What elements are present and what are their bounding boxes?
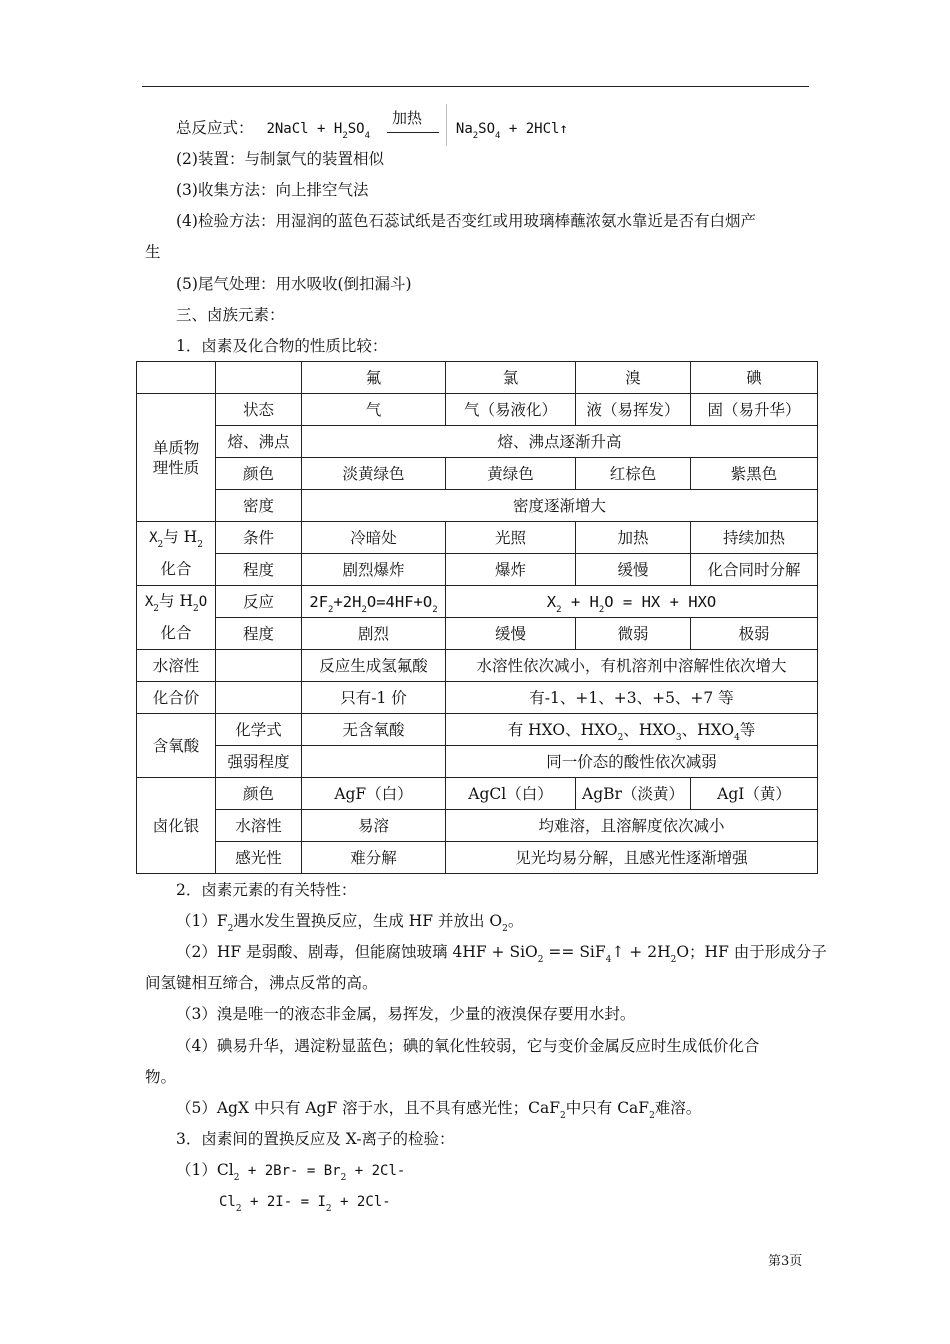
table-row: $X_2$与 $H_2$ 化合 条件 冷暗处 光照 加热 持续加热 xyxy=(137,522,818,554)
subsection-heading: 1．卤素及化合物的性质比较： xyxy=(176,337,388,355)
table-row: 熔、沸点 熔、沸点逐渐升高 xyxy=(137,426,818,458)
special-item-3: （3）溴是唯一的液态非金属，易挥发，少量的液溴保存要用水封。 xyxy=(176,1005,636,1023)
halogen-properties-table xyxy=(136,361,818,874)
special-item-4: （4）碘易升华，遇淀粉显蓝色；碘的氧化性较弱，它与变价金属反应时生成低价化合 xyxy=(176,1037,760,1055)
tail-gas-paragraph: (5)尾气处理：用水吸收(倒扣漏斗) xyxy=(176,275,412,293)
table-row: 感光性 难分解 见光均易分解，且感光性逐渐增强 xyxy=(137,842,818,874)
section-heading: 三、卤族元素： xyxy=(176,306,285,324)
special-item-4-continued: 物。 xyxy=(145,1068,177,1086)
col-chlorine: 氯 xyxy=(446,362,576,394)
col-fluorine: 氟 xyxy=(302,362,446,394)
oxyacid-list: 有 HXO、$HXO_2$、$HXO_3$、$HXO_4$等 xyxy=(446,714,818,746)
table-row: 卤化银 颜色 AgF（白） AgCl（白） AgBr（淡黄） AgI（黄） xyxy=(137,778,818,810)
test-paragraph: (4)检验方法：用湿润的蓝色石蕊试纸是否变红或用玻璃棒蘸浓氨水靠近是否有白烟产 xyxy=(176,212,756,230)
special-item-1: $(1)F_2$遇水发生置换反应，生成 HF 并放出 $O_2$。 xyxy=(176,912,524,934)
table-row: 含氧酸 化学式 无含氧酸 有 HXO、$HXO_2$、$HXO_3$、$HXO_4$等 xyxy=(137,714,818,746)
table-row: 强弱程度 同一价态的酸性依次减弱 xyxy=(137,746,818,778)
table-row: 水溶性 易溶 均难溶，且溶解度依次减小 xyxy=(137,810,818,842)
page-number: 第3页 xyxy=(768,1254,803,1269)
table-row: 水溶性 反应生成氢氟酸 水溶性依次减小，有机溶剂中溶解性依次增大 xyxy=(137,650,818,682)
equation-1: $(1)Cl_2 + 2Br- = Br_2 + 2Cl-$ xyxy=(176,1161,406,1183)
condition-label: 加热 xyxy=(391,109,422,127)
collect-paragraph: (3)收集方法：向上排空气法 xyxy=(176,181,369,199)
table-row: $X_2$与 $H_2O$ 化合 反应 $2F_2+2H_2O=4HF+O_2$ $X_2 + H_2O$ = HX + HXO xyxy=(137,586,818,618)
header-rule xyxy=(142,86,809,87)
replace-heading: 3．卤素间的置换反应及 X-离子的检验： xyxy=(176,1130,455,1148)
col-bromine: 溴 xyxy=(576,362,691,394)
table-row: 化合价 只有-1 价 有-1、+1、+3、+5、+7 等 xyxy=(137,682,818,714)
special-item-2-continued: 间氢键相互缔合，沸点反常的高。 xyxy=(145,974,378,992)
device-paragraph: (2)装置：与制氯气的装置相似 xyxy=(176,150,384,168)
test-paragraph-continued: 生 xyxy=(145,243,161,261)
special-heading: 2．卤素元素的有关特性： xyxy=(176,881,357,899)
table-row: 单质物 理性质 状态 气 气（易液化） 液（易挥发） 固（易升华） xyxy=(137,394,818,426)
equation-2: $Cl_2 + 2I- = I_2 + 2Cl-$ xyxy=(219,1194,391,1214)
table-row: 颜色 淡黄绿色 黄绿色 红棕色 紫黑色 xyxy=(137,458,818,490)
group-physical: 单质物 理性质 xyxy=(137,394,216,522)
heating-condition-arrow xyxy=(379,109,447,138)
fluorine-water-equation: $2F_2+2H_2O=4HF+O_2$ xyxy=(302,586,446,618)
special-item-5: （5）AgX 中只有 AgF 溶于水，且不具有感光性；CaF$_2$中只有 CaF$_2$难溶。 xyxy=(176,1099,702,1121)
total-reaction: 总反应式： 2NaCl + $H_2SO_4$ 加热 $Na_2SO_4$ + 2HCl↑ xyxy=(176,118,568,139)
table-row: 密度 密度逐渐增大 xyxy=(137,490,818,522)
group-water-combination: $X_2$与 $H_2O$ 化合 xyxy=(137,586,216,650)
halogen-water-equation: $X_2 + H_2O$ = HX + HXO xyxy=(446,586,818,618)
table-row: 程度 剧烈爆炸 爆炸 缓慢 化合同时分解 xyxy=(137,554,818,586)
group-h2-combination: $X_2$与 $H_2$ 化合 xyxy=(137,522,216,586)
col-iodine: 碘 xyxy=(691,362,818,394)
table-header-row xyxy=(137,362,818,394)
table-row: 程度 剧烈 缓慢 微弱 极弱 xyxy=(137,618,818,650)
special-item-2: （2）HF 是弱酸、剧毒，但能腐蚀玻璃 4HF + SiO$_2$ == SiF$_4$↑ + $2H_2O$；HF 由于形成分子 xyxy=(176,943,827,965)
group-oxyacid: 含氧酸 xyxy=(137,714,216,778)
group-silver-halide: 卤化银 xyxy=(137,778,216,874)
